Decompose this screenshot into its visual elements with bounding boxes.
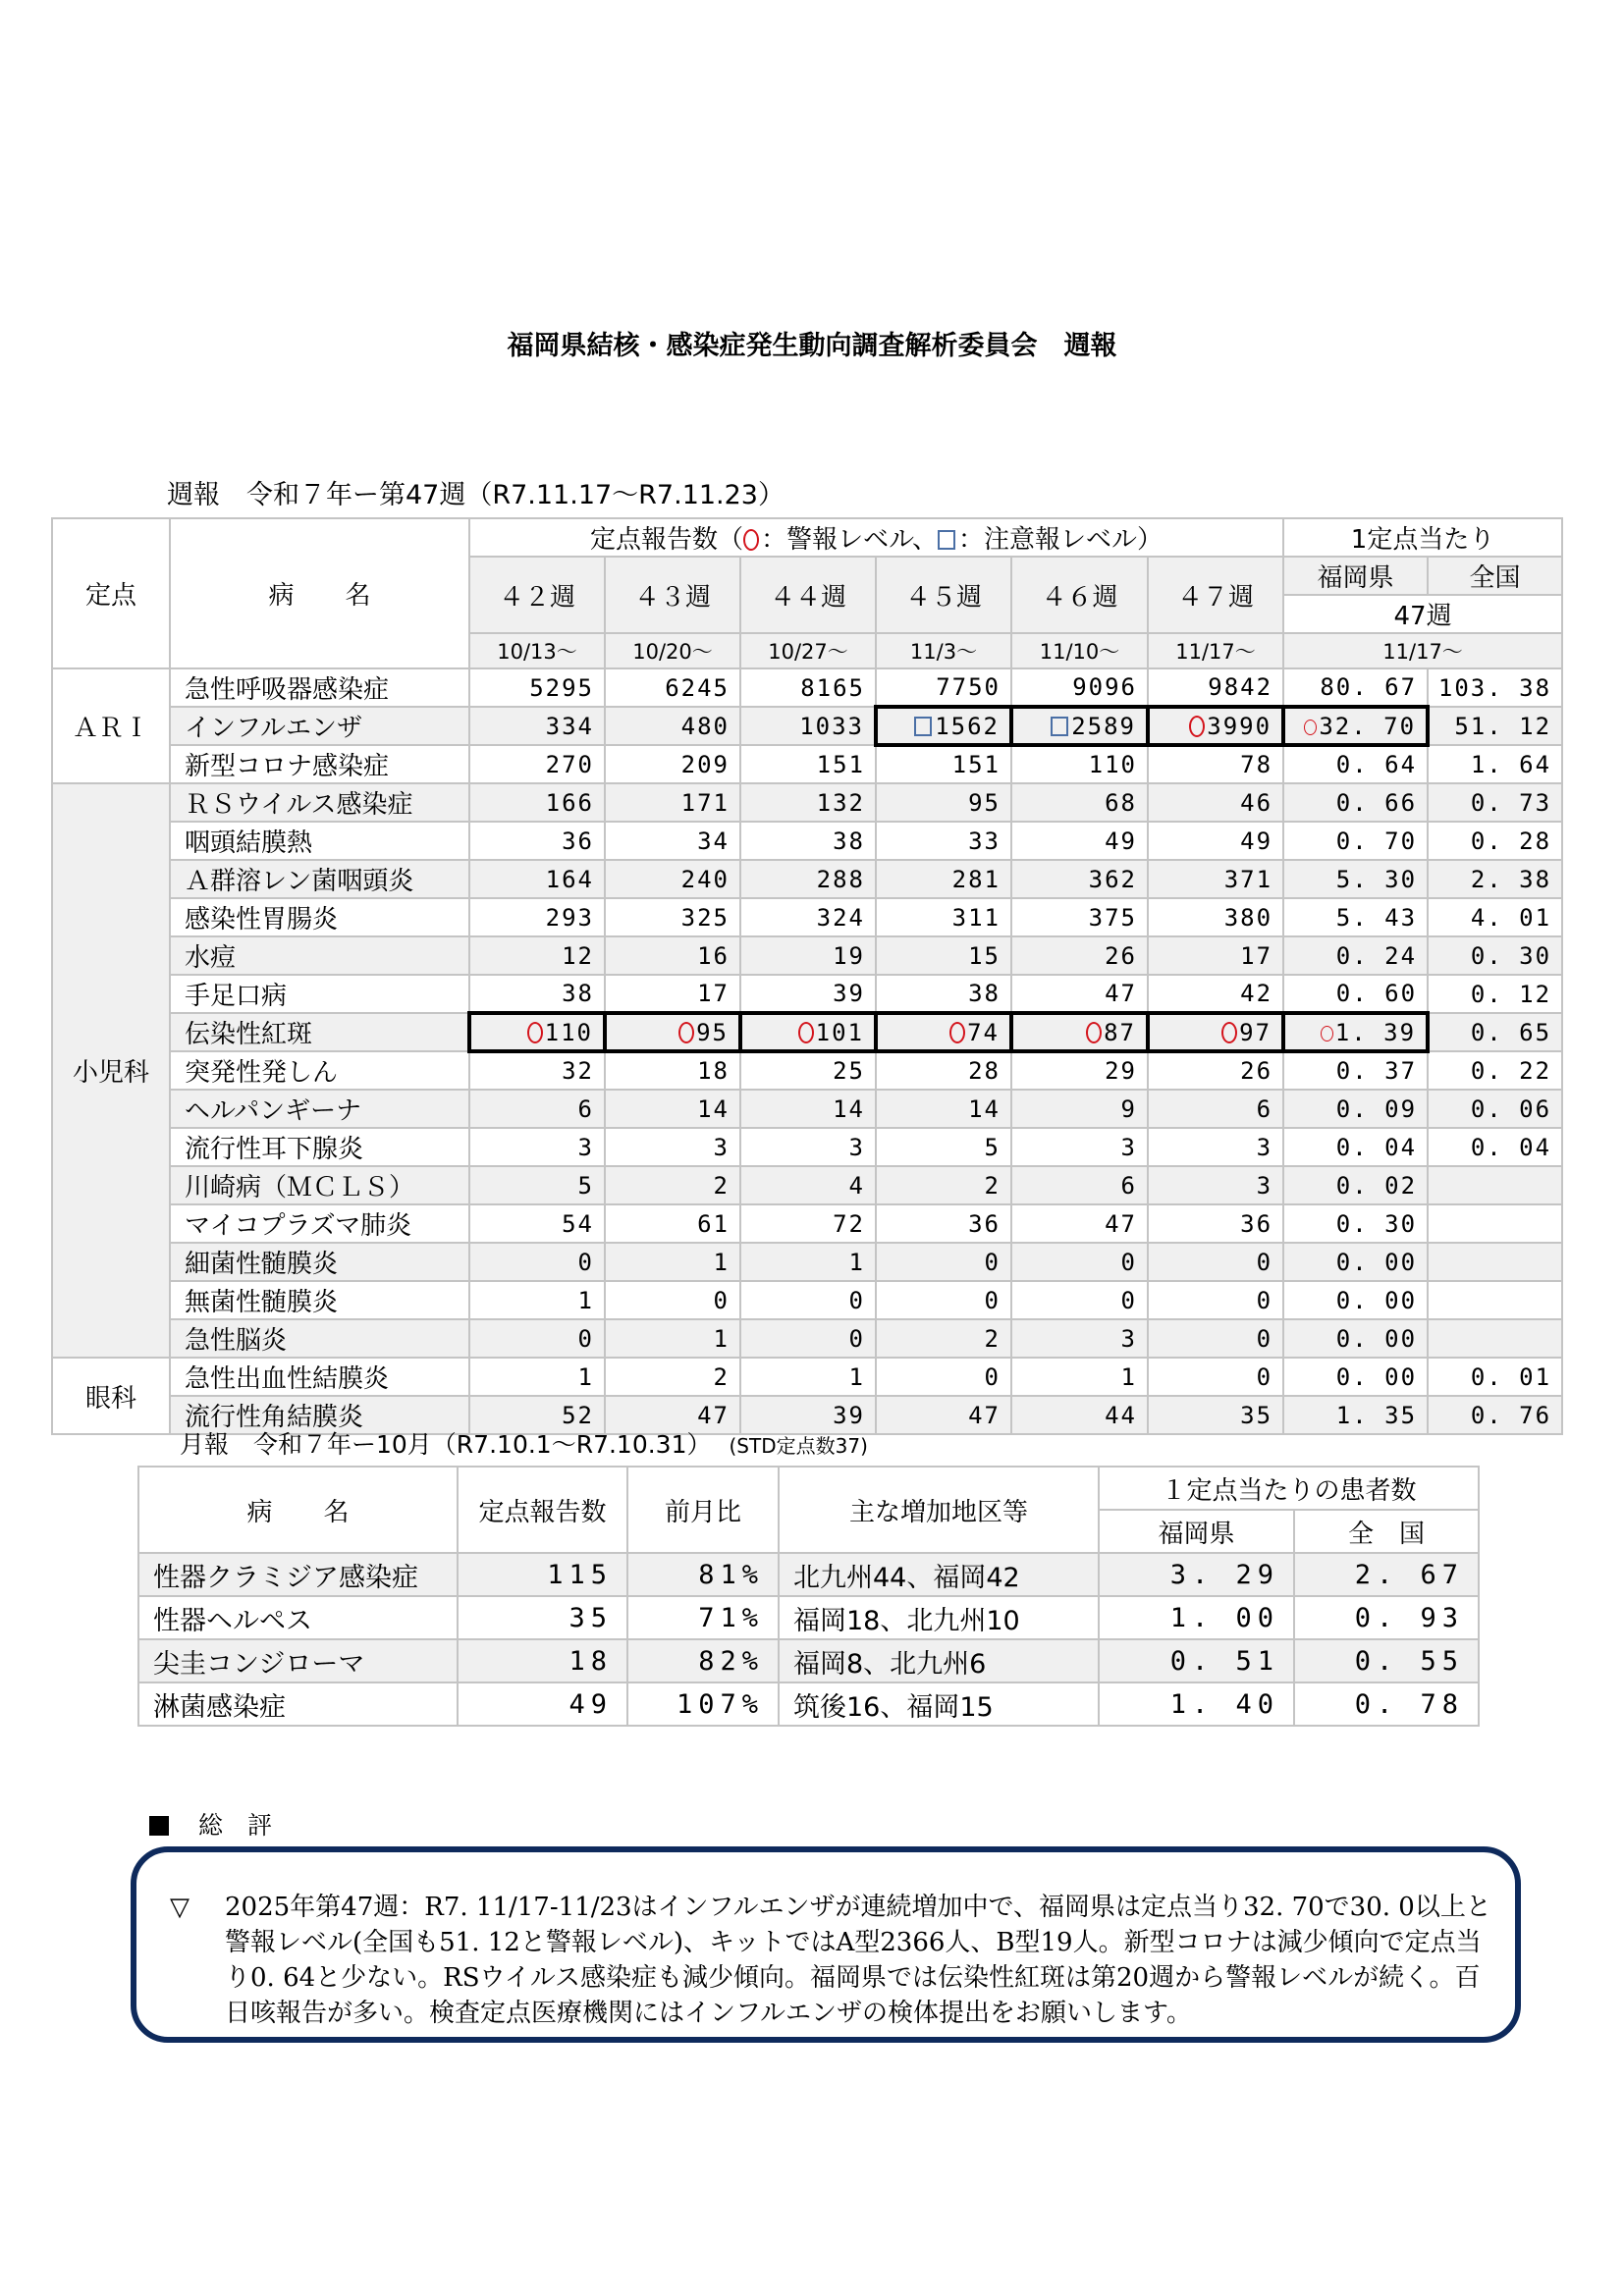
week-value: 1 — [740, 1243, 876, 1281]
table-row — [52, 1358, 1562, 1396]
week-header: ４５週 — [876, 557, 1011, 633]
disease-name: マイコプラズマ肺炎 — [170, 1204, 469, 1243]
week-value: 15 — [876, 936, 1011, 975]
week-value: 371 — [1148, 860, 1283, 898]
week-value: 29 — [1011, 1051, 1148, 1090]
report-count: 115 — [458, 1553, 627, 1596]
disease-name: 急性脳炎 — [170, 1319, 469, 1358]
national-per-sentinel: 0. 22 — [1428, 1051, 1562, 1090]
week-value: 1 — [605, 1243, 740, 1281]
week-value: 46 — [1148, 783, 1283, 822]
table-row — [52, 668, 1562, 707]
week-value: 16 — [605, 936, 740, 975]
week-value: 1 — [469, 1358, 605, 1396]
header-disease: 病 名 — [170, 518, 469, 668]
week-value: 166 — [469, 783, 605, 822]
caution-legend-icon — [938, 530, 955, 550]
week-value: 5295 — [469, 668, 605, 707]
week-value: 151 — [876, 745, 1011, 783]
week-value: 5 — [876, 1128, 1011, 1166]
header-national: 全国 — [1428, 557, 1562, 595]
week-header: ４４週 — [740, 557, 876, 633]
disease-name: 尖圭コンジローマ — [138, 1639, 458, 1682]
monthly-report-table — [137, 1466, 1480, 1727]
week-value: 52 — [469, 1396, 605, 1434]
week-value: 74 — [876, 1013, 1011, 1051]
national-per-sentinel: 2. 67 — [1294, 1553, 1479, 1596]
week-value: 0 — [469, 1243, 605, 1281]
disease-name: 細菌性髄膜炎 — [170, 1243, 469, 1281]
week-value: 9096 — [1011, 668, 1148, 707]
disease-name: ＲＳウイルス感染症 — [170, 783, 469, 822]
caution-level-icon — [1051, 717, 1068, 736]
week-value: 110 — [469, 1013, 605, 1051]
fukuoka-per-sentinel: 0. 02 — [1283, 1166, 1428, 1204]
header-per-sentinel: 1定点当たり — [1283, 518, 1562, 557]
disease-name: 咽頭結膜熱 — [170, 822, 469, 860]
week-value: 6 — [1148, 1090, 1283, 1128]
week-value: 39 — [740, 975, 876, 1013]
disease-name: 無菌性髄膜炎 — [170, 1281, 469, 1319]
summary-box — [131, 1846, 1521, 2043]
national-per-sentinel: 0. 93 — [1294, 1596, 1479, 1639]
week-value: 101 — [740, 1013, 876, 1051]
week-value: 17 — [605, 975, 740, 1013]
week-value: 2 — [605, 1166, 740, 1204]
week-value: 293 — [469, 898, 605, 936]
week-value: 6 — [469, 1090, 605, 1128]
week-value: 110 — [1011, 745, 1148, 783]
national-per-sentinel: 51. 12 — [1428, 707, 1562, 745]
month-over-month: 71% — [627, 1596, 779, 1639]
week-value: 3 — [1011, 1319, 1148, 1358]
disease-name: 感染性胃腸炎 — [170, 898, 469, 936]
fukuoka-per-sentinel: 5. 30 — [1283, 860, 1428, 898]
week-value: 47 — [1011, 975, 1148, 1013]
week-value: 132 — [740, 783, 876, 822]
week-value: 0 — [1011, 1281, 1148, 1319]
header-report-count: 定点報告数（ ：警報レベル、 ：注意報レベル） — [469, 518, 1283, 557]
alert-level-icon — [1304, 720, 1317, 735]
square-bullet-icon — [149, 1816, 169, 1836]
week-value: 61 — [605, 1204, 740, 1243]
table-row — [52, 1319, 1562, 1358]
national-per-sentinel — [1428, 1319, 1562, 1358]
week-value: 42 — [1148, 975, 1283, 1013]
week-value: 38 — [876, 975, 1011, 1013]
table-row — [52, 936, 1562, 975]
week-value: 171 — [605, 783, 740, 822]
fukuoka-per-sentinel: 0. 37 — [1283, 1051, 1428, 1090]
week-value: 7750 — [876, 668, 1011, 707]
week-value: 0 — [605, 1281, 740, 1319]
week-header: ４３週 — [605, 557, 740, 633]
disease-name: 新型コロナ感染症 — [170, 745, 469, 783]
table-row — [52, 1166, 1562, 1204]
week-value: 0 — [469, 1319, 605, 1358]
alert-level-icon — [527, 1022, 543, 1043]
fukuoka-per-sentinel: 0. 00 — [1283, 1358, 1428, 1396]
week-value: 3 — [1148, 1128, 1283, 1166]
table-row — [52, 1051, 1562, 1090]
fukuoka-per-sentinel: 0. 51 — [1099, 1639, 1294, 1682]
fukuoka-per-sentinel: 0. 66 — [1283, 783, 1428, 822]
alert-level-icon — [1189, 716, 1205, 737]
national-per-sentinel: 4. 01 — [1428, 898, 1562, 936]
caution-level-icon — [914, 717, 932, 736]
national-per-sentinel — [1428, 1243, 1562, 1281]
month-over-month: 82% — [627, 1639, 779, 1682]
table-row — [52, 1281, 1562, 1319]
national-per-sentinel: 2. 38 — [1428, 860, 1562, 898]
week-value: 14 — [740, 1090, 876, 1128]
table-row — [138, 1553, 1479, 1596]
week-value: 2 — [876, 1319, 1011, 1358]
triangle-bullet-icon: ▽ — [170, 1893, 189, 1922]
week-value: 380 — [1148, 898, 1283, 936]
increase-areas: 福岡18、北九州10 — [779, 1596, 1099, 1639]
week-header: ４７週 — [1148, 557, 1283, 633]
week-value: 0 — [876, 1281, 1011, 1319]
week-value: 0 — [1148, 1358, 1283, 1396]
fukuoka-per-sentinel: 0. 00 — [1283, 1281, 1428, 1319]
week-value: 3 — [1011, 1128, 1148, 1166]
increase-areas: 北九州44、福岡42 — [779, 1553, 1099, 1596]
disease-name: ヘルパンギーナ — [170, 1090, 469, 1128]
week-value: 0 — [740, 1281, 876, 1319]
fukuoka-per-sentinel: 0. 00 — [1283, 1319, 1428, 1358]
national-per-sentinel: 0. 78 — [1294, 1682, 1479, 1726]
disease-name: 突発性発しん — [170, 1051, 469, 1090]
weekly-report-table — [51, 517, 1563, 1435]
week-date: 11/10～ — [1011, 633, 1148, 668]
monthly-report-subtitle: 月報 令和７年ー10月（R7.10.1～R7.10.31） (STD定点数37) — [180, 1430, 868, 1459]
group-label: ＡＲＩ — [52, 668, 170, 783]
national-per-sentinel: 0. 55 — [1294, 1639, 1479, 1682]
table-row — [52, 1204, 1562, 1243]
disease-name: 水痘 — [170, 936, 469, 975]
table-row — [52, 1013, 1562, 1051]
fukuoka-per-sentinel: 1. 35 — [1283, 1396, 1428, 1434]
week-value: 209 — [605, 745, 740, 783]
table-row — [52, 860, 1562, 898]
table-row — [138, 1596, 1479, 1639]
weekly-report-subtitle: 週報 令和７年ー第47週（R7.11.17～R7.11.23） — [167, 480, 785, 510]
alert-legend-icon — [743, 529, 759, 551]
week-value: 3 — [1148, 1166, 1283, 1204]
report-count: 35 — [458, 1596, 627, 1639]
disease-name: 手足口病 — [170, 975, 469, 1013]
national-per-sentinel: 0. 06 — [1428, 1090, 1562, 1128]
national-per-sentinel: 103. 38 — [1428, 668, 1562, 707]
week-value: 480 — [605, 707, 740, 745]
week-value: 1562 — [876, 707, 1011, 745]
week-date: 10/27～ — [740, 633, 876, 668]
national-per-sentinel: 0. 73 — [1428, 783, 1562, 822]
fukuoka-per-sentinel: 0. 60 — [1283, 975, 1428, 1013]
week-value: 288 — [740, 860, 876, 898]
table-row — [52, 783, 1562, 822]
fukuoka-per-sentinel: 0. 09 — [1283, 1090, 1428, 1128]
national-per-sentinel — [1428, 1281, 1562, 1319]
week-value: 72 — [740, 1204, 876, 1243]
week-value: 4 — [740, 1166, 876, 1204]
week-value: 36 — [469, 822, 605, 860]
alert-level-icon — [949, 1022, 965, 1043]
week-value: 44 — [1011, 1396, 1148, 1434]
week-value: 47 — [605, 1396, 740, 1434]
national-per-sentinel: 0. 04 — [1428, 1128, 1562, 1166]
disease-name: 川崎病（ＭＣＬＳ） — [170, 1166, 469, 1204]
week-date: 11/17～ — [1148, 633, 1283, 668]
week-value: 1 — [469, 1281, 605, 1319]
week-value: 14 — [605, 1090, 740, 1128]
week-value: 6 — [1011, 1166, 1148, 1204]
monthly-header-count: 定点報告数 — [458, 1467, 627, 1553]
national-per-sentinel: 1. 64 — [1428, 745, 1562, 783]
report-count: 49 — [458, 1682, 627, 1726]
week-value: 0 — [1148, 1243, 1283, 1281]
national-per-sentinel: 0. 76 — [1428, 1396, 1562, 1434]
header-teiten: 定点 — [52, 518, 170, 668]
week-value: 9842 — [1148, 668, 1283, 707]
increase-areas: 福岡8、北九州6 — [779, 1639, 1099, 1682]
group-label: 眼科 — [52, 1358, 170, 1434]
week-value: 375 — [1011, 898, 1148, 936]
table-row — [52, 1128, 1562, 1166]
week-value: 26 — [1011, 936, 1148, 975]
week-value: 95 — [876, 783, 1011, 822]
week-value: 14 — [876, 1090, 1011, 1128]
disease-name: 急性呼吸器感染症 — [170, 668, 469, 707]
fukuoka-per-sentinel: 0. 24 — [1283, 936, 1428, 975]
week-value: 1 — [605, 1319, 740, 1358]
monthly-header-national: 全 国 — [1294, 1510, 1479, 1553]
national-per-sentinel — [1428, 1166, 1562, 1204]
week-value: 68 — [1011, 783, 1148, 822]
report-count: 18 — [458, 1639, 627, 1682]
national-per-sentinel: 0. 65 — [1428, 1013, 1562, 1051]
week-value: 34 — [605, 822, 740, 860]
alert-level-icon — [1086, 1022, 1102, 1043]
week-value: 9 — [1011, 1090, 1148, 1128]
week-value: 0 — [876, 1243, 1011, 1281]
week-value: 47 — [1011, 1204, 1148, 1243]
week-value: 0 — [740, 1319, 876, 1358]
per-date: 11/17～ — [1283, 633, 1562, 668]
national-per-sentinel: 0. 28 — [1428, 822, 1562, 860]
disease-name: 流行性耳下腺炎 — [170, 1128, 469, 1166]
week-value: 2 — [876, 1166, 1011, 1204]
week-value: 38 — [469, 975, 605, 1013]
week-value: 240 — [605, 860, 740, 898]
week-value: 2589 — [1011, 707, 1148, 745]
table-row — [138, 1682, 1479, 1726]
week-value: 3990 — [1148, 707, 1283, 745]
week-value: 97 — [1148, 1013, 1283, 1051]
week-value: 324 — [740, 898, 876, 936]
week-value: 164 — [469, 860, 605, 898]
monthly-header-mom: 前月比 — [627, 1467, 779, 1553]
national-per-sentinel: 0. 12 — [1428, 975, 1562, 1013]
fukuoka-per-sentinel: 80. 67 — [1283, 668, 1428, 707]
week-value: 49 — [1148, 822, 1283, 860]
month-over-month: 107% — [627, 1682, 779, 1726]
fukuoka-per-sentinel: 1. 00 — [1099, 1596, 1294, 1639]
disease-name: Ａ群溶レン菌咽頭炎 — [170, 860, 469, 898]
week-value: 1 — [1011, 1358, 1148, 1396]
disease-name: インフルエンザ — [170, 707, 469, 745]
week-header: ４２週 — [469, 557, 605, 633]
week-value: 49 — [1011, 822, 1148, 860]
fukuoka-per-sentinel: 0. 00 — [1283, 1243, 1428, 1281]
monthly-header-fukuoka: 福岡県 — [1099, 1510, 1294, 1553]
header-per-week: 47週 — [1283, 595, 1562, 633]
national-per-sentinel: 0. 30 — [1428, 936, 1562, 975]
week-value: 36 — [1148, 1204, 1283, 1243]
week-value: 54 — [469, 1204, 605, 1243]
week-value: 270 — [469, 745, 605, 783]
week-value: 0 — [1011, 1243, 1148, 1281]
fukuoka-per-sentinel: 3. 29 — [1099, 1553, 1294, 1596]
alert-level-icon — [1221, 1022, 1237, 1043]
disease-name: 急性出血性結膜炎 — [170, 1358, 469, 1396]
fukuoka-per-sentinel: 0. 70 — [1283, 822, 1428, 860]
national-per-sentinel — [1428, 1204, 1562, 1243]
disease-name: 性器クラミジア感染症 — [138, 1553, 458, 1596]
week-value: 281 — [876, 860, 1011, 898]
week-value: 3 — [469, 1128, 605, 1166]
week-value: 3 — [740, 1128, 876, 1166]
monthly-header-disease: 病 名 — [138, 1467, 458, 1553]
week-value: 28 — [876, 1051, 1011, 1090]
week-value: 3 — [605, 1128, 740, 1166]
std-note: (STD定点数37) — [729, 1434, 868, 1458]
week-value: 38 — [740, 822, 876, 860]
week-value: 95 — [605, 1013, 740, 1051]
increase-areas: 筑後16、福岡15 — [779, 1682, 1099, 1726]
week-value: 6245 — [605, 668, 740, 707]
table-row — [52, 707, 1562, 745]
table-row — [52, 1243, 1562, 1281]
month-over-month: 81% — [627, 1553, 779, 1596]
national-per-sentinel: 0. 01 — [1428, 1358, 1562, 1396]
week-value: 19 — [740, 936, 876, 975]
monthly-header-areas: 主な増加地区等 — [779, 1467, 1099, 1553]
header-fukuoka: 福岡県 — [1283, 557, 1428, 595]
alert-level-icon — [1321, 1026, 1333, 1041]
week-value: 26 — [1148, 1051, 1283, 1090]
week-date: 10/20～ — [605, 633, 740, 668]
week-value: 311 — [876, 898, 1011, 936]
week-value: 362 — [1011, 860, 1148, 898]
week-value: 36 — [876, 1204, 1011, 1243]
week-value: 5 — [469, 1166, 605, 1204]
week-value: 17 — [1148, 936, 1283, 975]
week-value: 1 — [740, 1358, 876, 1396]
week-value: 32 — [469, 1051, 605, 1090]
fukuoka-per-sentinel: 32. 70 — [1283, 707, 1428, 745]
fukuoka-per-sentinel: 0. 64 — [1283, 745, 1428, 783]
table-row — [52, 1090, 1562, 1128]
week-value: 47 — [876, 1396, 1011, 1434]
table-row — [52, 822, 1562, 860]
week-value: 87 — [1011, 1013, 1148, 1051]
disease-name: 伝染性紅斑 — [170, 1013, 469, 1051]
table-row — [52, 898, 1562, 936]
fukuoka-per-sentinel: 5. 43 — [1283, 898, 1428, 936]
alert-level-icon — [798, 1022, 814, 1043]
document-title: 福岡県結核・感染症発生動向調査解析委員会 週報 — [507, 331, 1117, 361]
disease-name: 淋菌感染症 — [138, 1682, 458, 1726]
table-row — [52, 745, 1562, 783]
week-value: 0 — [1148, 1281, 1283, 1319]
table-row — [138, 1639, 1479, 1682]
monthly-header-per-sentinel: １定点当たりの患者数 — [1099, 1467, 1479, 1510]
week-value: 2 — [605, 1358, 740, 1396]
week-header: ４６週 — [1011, 557, 1148, 633]
week-value: 0 — [1148, 1319, 1283, 1358]
disease-name: 流行性角結膜炎 — [170, 1396, 469, 1434]
week-value: 33 — [876, 822, 1011, 860]
summary-heading: 総 評 — [149, 1806, 272, 1842]
group-label: 小児科 — [52, 783, 170, 1358]
summary-text: 2025年第47週：R7. 11/17-11/23はインフルエンザが連続増加中で、福岡県は定点当り32. 70で30. 0以上と警報レベル(全国も51. 12と警報レベル)、キットではA型2366人、B型19人。新型コロナは減少傾向で定点当り0. 64と少ない。RSウイルス感染症も減少傾向。福岡県では伝染性紅斑は第20週から警報レベルが続く。百日咳報告が多い。検査定点医療機関にはインフルエンザの検体提出をお願いします。 — [225, 1893, 1491, 2028]
week-value: 8165 — [740, 668, 876, 707]
alert-level-icon — [678, 1022, 694, 1043]
fukuoka-per-sentinel: 0. 30 — [1283, 1204, 1428, 1243]
week-value: 12 — [469, 936, 605, 975]
week-value: 39 — [740, 1396, 876, 1434]
fukuoka-per-sentinel: 0. 04 — [1283, 1128, 1428, 1166]
week-value: 35 — [1148, 1396, 1283, 1434]
week-value: 1033 — [740, 707, 876, 745]
fukuoka-per-sentinel: 1. 40 — [1099, 1682, 1294, 1726]
table-row — [52, 975, 1562, 1013]
disease-name: 性器ヘルペス — [138, 1596, 458, 1639]
week-value: 0 — [876, 1358, 1011, 1396]
week-date: 11/3～ — [876, 633, 1011, 668]
week-value: 18 — [605, 1051, 740, 1090]
week-value: 78 — [1148, 745, 1283, 783]
week-value: 334 — [469, 707, 605, 745]
week-value: 325 — [605, 898, 740, 936]
fukuoka-per-sentinel: 1. 39 — [1283, 1013, 1428, 1051]
week-date: 10/13～ — [469, 633, 605, 668]
week-value: 25 — [740, 1051, 876, 1090]
week-value: 151 — [740, 745, 876, 783]
